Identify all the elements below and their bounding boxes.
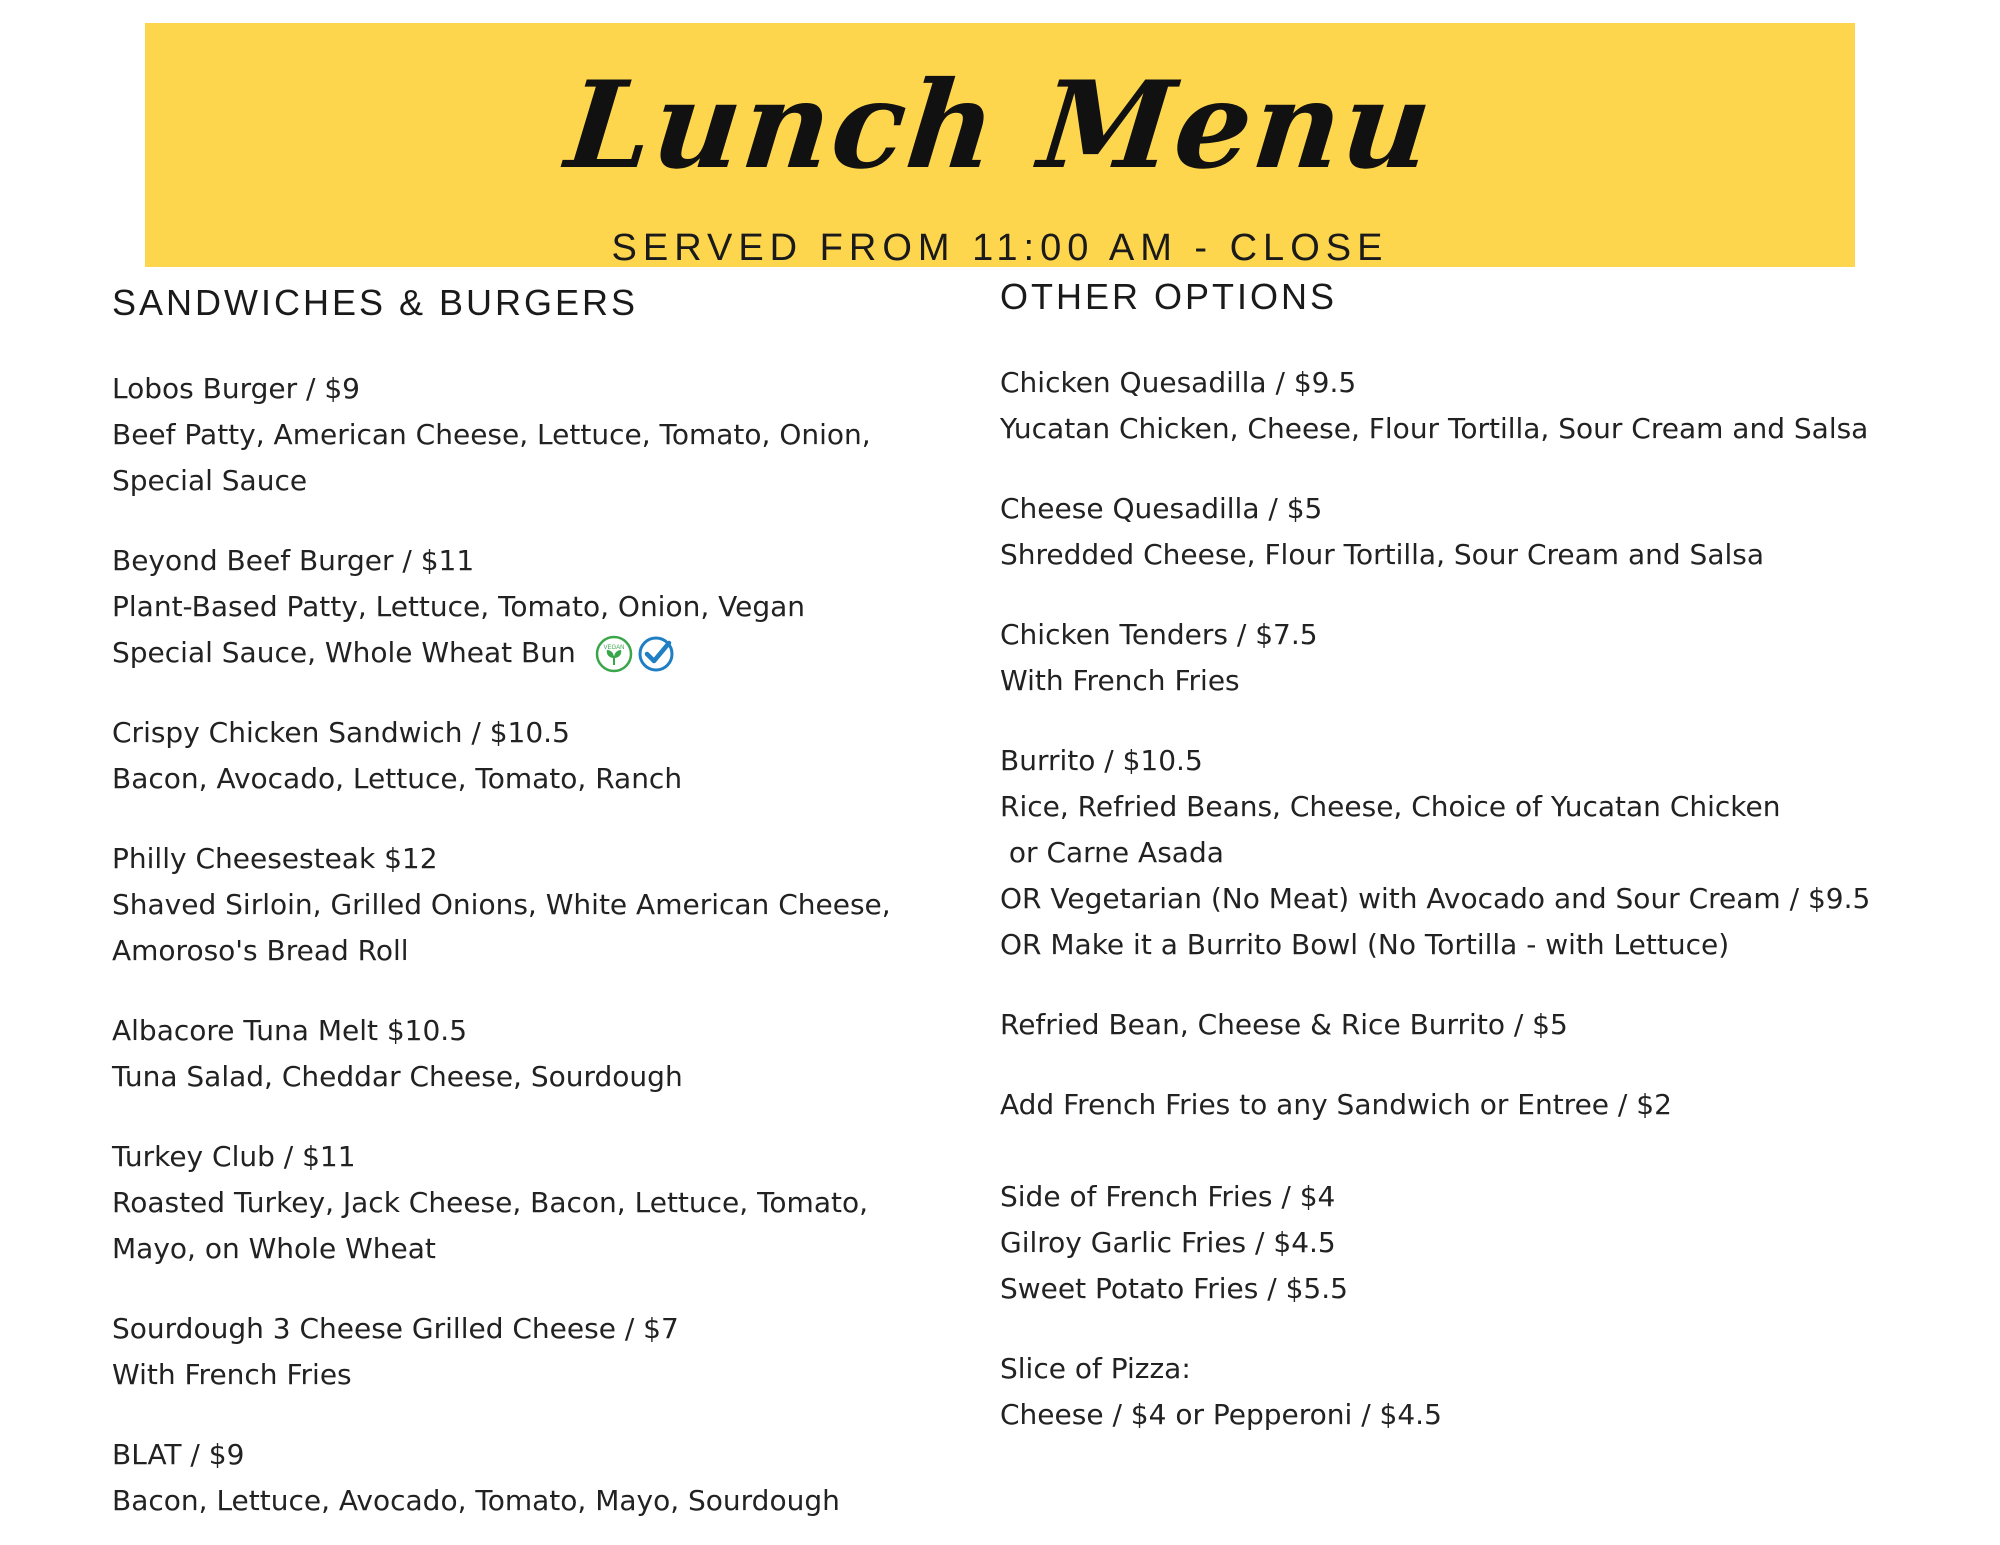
menu-item [112,836,992,974]
menu-item [112,538,992,676]
menu-subtitle: SERVED FROM 11:00 AM - CLOSE [611,227,1389,269]
left-column [112,275,992,1524]
item-name: Turkey Club / $11 [112,1140,356,1173]
item-description: Special Sauce, Whole Wheat Bun [112,636,576,669]
menu-item [112,1306,992,1398]
item-description: Yucatan Chicken, Cheese, Flour Tortilla, Sour Cream and Salsa [1000,412,1869,445]
menu-item [1000,738,1940,968]
item-description: With French Fries [1000,664,1240,697]
item-description: Bacon, Avocado, Lettuce, Tomato, Ranch [112,762,683,795]
menu-item [1000,1002,1940,1048]
menu-item [1000,612,1940,704]
item-option: OR Vegetarian (No Meat) with Avocado and Sour Cream / $9.5 [1000,882,1871,915]
item-name: Side of French Fries / $4 [1000,1180,1336,1213]
item-name: Sweet Potato Fries / $5.5 [1000,1272,1348,1305]
item-name: Crispy Chicken Sandwich / $10.5 [112,716,570,749]
item-description: Cheese / $4 or Pepperoni / $4.5 [1000,1398,1442,1431]
item-description: Tuna Salad, Cheddar Cheese, Sourdough [112,1060,683,1093]
item-description: With French Fries [112,1358,352,1391]
vegan-icon [594,634,634,674]
menu-title: Lunch Menu [560,55,1440,196]
item-name: Sourdough 3 Cheese Grilled Cheese / $7 [112,1312,679,1345]
menu-item [112,366,992,504]
menu-item [112,1134,992,1272]
item-description: Roasted Turkey, Jack Cheese, Bacon, Lettuce, Tomato, [112,1186,868,1219]
item-name: Burrito / $10.5 [1000,744,1203,777]
item-name: Gilroy Garlic Fries / $4.5 [1000,1226,1336,1259]
right-column [1000,275,1940,1438]
menu-item [1000,1346,1940,1438]
menu-item [112,1432,992,1524]
item-description-with-badges [112,630,992,676]
header-banner [145,23,1855,267]
menu-item [112,1008,992,1100]
item-name: Add French Fries to any Sandwich or Entree / $2 [1000,1088,1672,1121]
item-description: Plant-Based Patty, Lettuce, Tomato, Onion, Vegan [112,590,806,623]
item-description: Rice, Refried Beans, Cheese, Choice of Yucatan Chicken [1000,790,1781,823]
menu-item [112,710,992,802]
item-name: Refried Bean, Cheese & Rice Burrito / $5 [1000,1008,1568,1041]
diet-badges [594,634,676,674]
menu-item [1000,486,1940,578]
item-name: Chicken Quesadilla / $9.5 [1000,366,1357,399]
item-description: Beef Patty, American Cheese, Lettuce, Tomato, Onion, [112,418,871,451]
menu-item [1000,1082,1940,1128]
section-heading-sandwiches: SANDWICHES & BURGERS [112,282,639,323]
item-description: Shaved Sirloin, Grilled Onions, White American Cheese, [112,888,891,921]
item-name: Philly Cheesesteak $12 [112,842,438,875]
checkmark-icon [636,634,676,674]
item-description: Special Sauce [112,464,308,497]
menu-item [1000,360,1940,452]
item-description: Bacon, Lettuce, Avocado, Tomato, Mayo, Sourdough [112,1484,840,1517]
menu-item [1000,1174,1940,1312]
item-description: Mayo, on Whole Wheat [112,1232,436,1265]
item-description: Amoroso's Bread Roll [112,934,409,967]
item-name: Chicken Tenders / $7.5 [1000,618,1318,651]
item-name: Beyond Beef Burger / $11 [112,544,475,577]
item-option: OR Make it a Burrito Bowl (No Tortilla - with Lettuce) [1000,928,1730,961]
item-description: or Carne Asada [1000,836,1224,869]
svg-text:VEGAN: VEGAN [603,645,625,651]
item-name: Lobos Burger / $9 [112,372,360,405]
item-name: Slice of Pizza: [1000,1352,1191,1385]
item-name: BLAT / $9 [112,1438,245,1471]
item-name: Albacore Tuna Melt $10.5 [112,1014,468,1047]
item-description: Shredded Cheese, Flour Tortilla, Sour Cream and Salsa [1000,538,1764,571]
item-name: Cheese Quesadilla / $5 [1000,492,1323,525]
section-heading-other-options: OTHER OPTIONS [1000,276,1338,317]
